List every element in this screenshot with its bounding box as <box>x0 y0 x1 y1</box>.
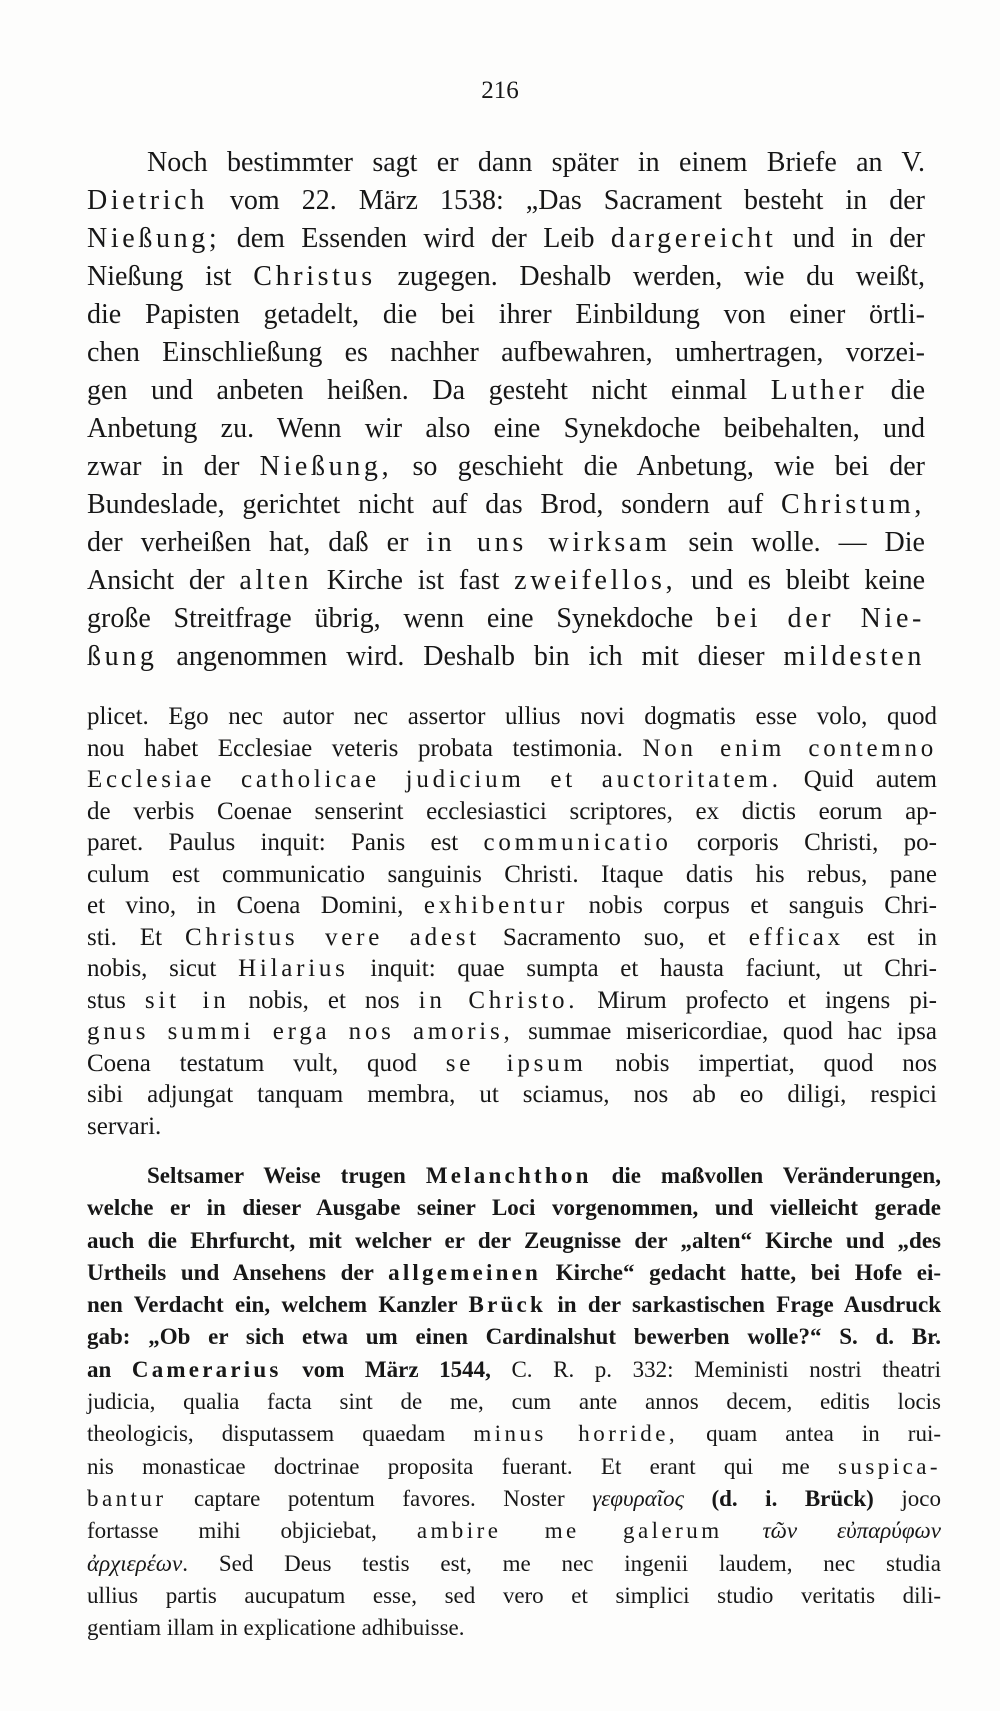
text-segment: nobis corpus et sanguis Chri- <box>568 892 937 919</box>
text-line <box>87 1016 937 1048</box>
text-line <box>87 1515 941 1547</box>
text-line <box>87 890 937 922</box>
text-segment: (d. i. Brück) <box>683 1485 902 1511</box>
text-line <box>87 410 925 448</box>
text-segment: die maßvollen Veränderungen, <box>591 1163 941 1188</box>
spaced-text: communicatio <box>483 829 672 856</box>
text-segment: welche er in dieser Ausgabe seiner Loci vorgenommen, und vielleicht gerade <box>87 1195 941 1221</box>
text-line <box>87 1289 941 1321</box>
german-note-paragraph <box>87 1160 941 1644</box>
spaced-text: Camerarius <box>131 1356 282 1382</box>
text-segment: Ansicht der <box>87 565 240 596</box>
latin-text: C. R. p. 332: Meministi nostri theatri <box>511 1356 941 1382</box>
text-segment: nobis impertiat, quod nos <box>586 1049 937 1077</box>
spaced-text: mildesten <box>783 641 925 672</box>
greek-text: γεφυραῖος <box>592 1485 684 1511</box>
latin-text: nis monasticae doctrinae proposita fuerant. Et erant qui me <box>87 1453 839 1479</box>
text-line <box>87 1321 941 1353</box>
text-segment: Quid autem <box>781 766 937 793</box>
spaced-text: Non enim contemno <box>642 734 937 762</box>
text-segment: die Papisten getadelt, die bei ihrer Einbildung von einer örtli- <box>87 299 925 330</box>
text-line <box>87 1418 941 1450</box>
spaced-text: allgemeinen <box>388 1259 542 1285</box>
text-segment: culum est communicatio sanguinis Christi. Itaque datis his rebus, pane <box>87 860 937 888</box>
text-line <box>87 1354 941 1386</box>
text-line <box>87 859 937 891</box>
text-segment: servari. <box>87 1112 162 1140</box>
text-segment: so geschieht die Anbetung, wie bei der <box>392 451 925 482</box>
text-line <box>87 1160 941 1192</box>
text-segment <box>723 1518 763 1543</box>
text-segment: Urtheils und Ansehens der <box>87 1259 389 1285</box>
text-segment: plicet. Ego nec autor nec assertor ullius novi dogmatis esse volo, quod <box>87 703 937 730</box>
text-line <box>87 1079 937 1111</box>
latin-text: fortasse mihi objiciebat, <box>87 1518 417 1544</box>
spaced-text: Christus <box>253 261 376 292</box>
spaced-text: in uns wirksam <box>426 527 671 558</box>
text-line <box>87 524 925 562</box>
greek-text: ἀρχιερέων <box>87 1550 183 1576</box>
spaced-text: sit in <box>144 986 230 1014</box>
text-segment: nou habet Ecclesiae veteris probata testimonia. <box>87 734 643 762</box>
text-segment: chen Einschließung es nachher aufbewahren, umhertragen, vorzei- <box>87 337 925 368</box>
text-line <box>87 922 937 954</box>
latin-text: captare potentum favores. Noster <box>166 1485 593 1511</box>
text-segment: in der sarkastischen Frage Ausdruck <box>545 1292 941 1318</box>
text-segment: Kirche ist fast <box>312 565 515 596</box>
spaced-text: Ecclesiae catholicae judicium et auctoritatem. <box>87 766 782 793</box>
spaced-latin-text: suspica- <box>838 1453 941 1479</box>
text-line <box>87 1580 941 1612</box>
spaced-text: alten <box>239 565 313 596</box>
text-line <box>87 1257 941 1289</box>
text-line <box>87 953 937 985</box>
text-segment: vom 22. März 1538: „Das Sacrament besteht in der <box>207 185 925 216</box>
text-segment: zwar in der <box>87 451 260 482</box>
text-line <box>87 1548 941 1580</box>
text-segment: nen Verdacht ein, welchem Kanzler <box>87 1292 469 1318</box>
spaced-text: Luther <box>770 375 868 406</box>
text-segment: Mirum profecto et ingens pi- <box>578 986 937 1014</box>
text-segment: stus <box>87 986 145 1014</box>
spaced-text: efficax <box>748 923 844 951</box>
text-segment: sibi adjungat tanquam membra, ut sciamus, nos ab eo diligi, respici <box>87 1081 937 1108</box>
latin-text: ullius partis aucupatum esse, sed vero et simplici studio veritatis dili- <box>87 1582 941 1608</box>
text-line <box>87 796 937 828</box>
spaced-text: ßung <box>87 641 158 672</box>
text-segment: inquit: quae sumpta et hausta faciunt, ut Chri- <box>348 955 937 982</box>
text-line <box>87 1192 941 1224</box>
spaced-text: bei der Nie- <box>715 603 925 634</box>
text-line <box>87 144 925 182</box>
spaced-text: Christus vere adest <box>184 923 480 951</box>
text-segment: und es bleibt keine <box>676 565 926 596</box>
spaced-latin-text: minus horride, <box>473 1421 679 1447</box>
text-line <box>87 258 925 296</box>
text-segment: angenommen wird. Deshalb bin ich mit dieser <box>157 641 784 672</box>
spaced-text: Nießung; <box>87 223 221 254</box>
text-segment: corporis Christi, po- <box>671 829 937 856</box>
text-segment: an <box>87 1356 132 1382</box>
text-segment: die <box>867 375 926 406</box>
text-segment: et vino, in Coena Domini, <box>87 892 424 919</box>
main-text-paragraph <box>87 144 925 676</box>
text-line <box>87 182 925 220</box>
text-segment: summae misericordiae, quod hac ipsa <box>513 1018 937 1045</box>
text-line <box>87 1612 941 1644</box>
text-segment: auch die Ehrfurcht, mit welcher er der Zeugnisse der „alten“ Kirche und „des <box>87 1227 941 1253</box>
latin-text: gentiam illam in explicatione adhibuisse. <box>87 1615 465 1641</box>
spaced-text: Melanchthon <box>425 1163 592 1188</box>
text-line <box>87 1111 937 1143</box>
text-segment: Kirche“ gedacht hatte, bei Hofe ei- <box>541 1259 941 1285</box>
text-line <box>87 1386 941 1418</box>
text-segment: dem Essenden wird der Leib <box>220 223 611 254</box>
spaced-text: gnus summi erga nos amoris, <box>87 1018 514 1045</box>
text-segment: nobis, sicut <box>87 955 239 982</box>
spaced-latin-text: ambire me galerum <box>416 1518 723 1544</box>
latin-text: joco <box>901 1485 941 1511</box>
text-segment: sein wolle. — Die <box>670 527 925 558</box>
greek-text: τῶν εὐπαρύφων <box>762 1518 942 1544</box>
text-segment: Bundeslade, gerichtet nicht auf das Brod, sondern auf <box>87 489 781 520</box>
spaced-latin-text: bantur <box>87 1485 167 1511</box>
spaced-text: dargereicht <box>610 223 777 254</box>
spaced-text: Nießung, <box>259 451 393 482</box>
text-segment: paret. Paulus inquit: Panis est <box>87 829 484 856</box>
latin-text: . Sed Deus testis est, me nec ingenii laudem, nec studia <box>182 1550 941 1576</box>
text-segment: Seltsamer Weise trugen <box>147 1163 426 1188</box>
text-segment: est in <box>843 923 938 951</box>
text-line <box>87 1451 941 1483</box>
text-line <box>87 448 925 486</box>
text-line <box>87 1225 941 1257</box>
text-line <box>87 296 925 334</box>
text-segment: gen und anbeten heißen. Da gesteht nicht einmal <box>87 375 771 406</box>
spaced-text: Dietrich <box>87 185 208 216</box>
text-line <box>87 600 925 638</box>
spaced-text: Hilarius <box>238 955 349 982</box>
latin-text: quam antea in rui- <box>678 1421 942 1447</box>
text-line <box>87 1483 941 1515</box>
latin-text: judicia, qualia facta sint de me, cum ante annos decem, editis locis <box>87 1389 941 1415</box>
spaced-text: Christum, <box>781 489 925 520</box>
text-segment: Nießung ist <box>87 261 254 292</box>
text-line <box>87 562 925 600</box>
text-segment: sti. Et <box>87 923 185 951</box>
spaced-text: Brück <box>468 1292 546 1318</box>
text-line <box>87 486 925 524</box>
text-segment: große Streitfrage übrig, wenn eine Synekdoche <box>87 603 716 634</box>
text-line <box>87 220 925 258</box>
text-segment: und in der <box>776 223 926 254</box>
text-line <box>87 733 937 765</box>
text-segment: de verbis Coenae senserint ecclesiastici scriptores, ex dictis eorum ap- <box>87 797 937 825</box>
text-segment: zugegen. Deshalb werden, wie du weißt, <box>375 261 925 292</box>
latin-footnote-paragraph <box>87 701 937 1142</box>
text-line <box>87 985 937 1017</box>
text-segment: Noch bestimmter sagt er dann später in einem Briefe an V. <box>147 147 925 178</box>
spaced-text: in Christo. <box>418 986 579 1014</box>
text-line <box>87 334 925 372</box>
spaced-text: exhibentur <box>423 892 569 919</box>
text-segment: gab: „Ob er sich etwa um einen Cardinalshut bewerben wolle?“ S. d. Br. <box>87 1324 941 1350</box>
spaced-text: zweifellos, <box>514 565 677 596</box>
text-line <box>87 372 925 410</box>
text-segment: Anbetung zu. Wenn wir also eine Synekdoche beibehalten, und <box>87 413 925 444</box>
text-segment: vom März 1544, <box>281 1356 512 1382</box>
text-line <box>87 701 937 733</box>
latin-text: theologicis, disputassem quaedam <box>87 1421 474 1447</box>
page-number: 216 <box>481 77 519 104</box>
text-segment: Sacramento suo, et <box>479 923 749 951</box>
text-segment: nobis, et nos <box>229 986 419 1014</box>
text-segment: der verheißen hat, daß er <box>87 527 427 558</box>
text-line <box>87 638 925 676</box>
spaced-text: se ipsum <box>445 1049 587 1077</box>
text-line <box>87 827 937 859</box>
text-segment: Coena testatum vult, quod <box>87 1049 446 1077</box>
text-line <box>87 1048 937 1080</box>
text-line <box>87 764 937 796</box>
